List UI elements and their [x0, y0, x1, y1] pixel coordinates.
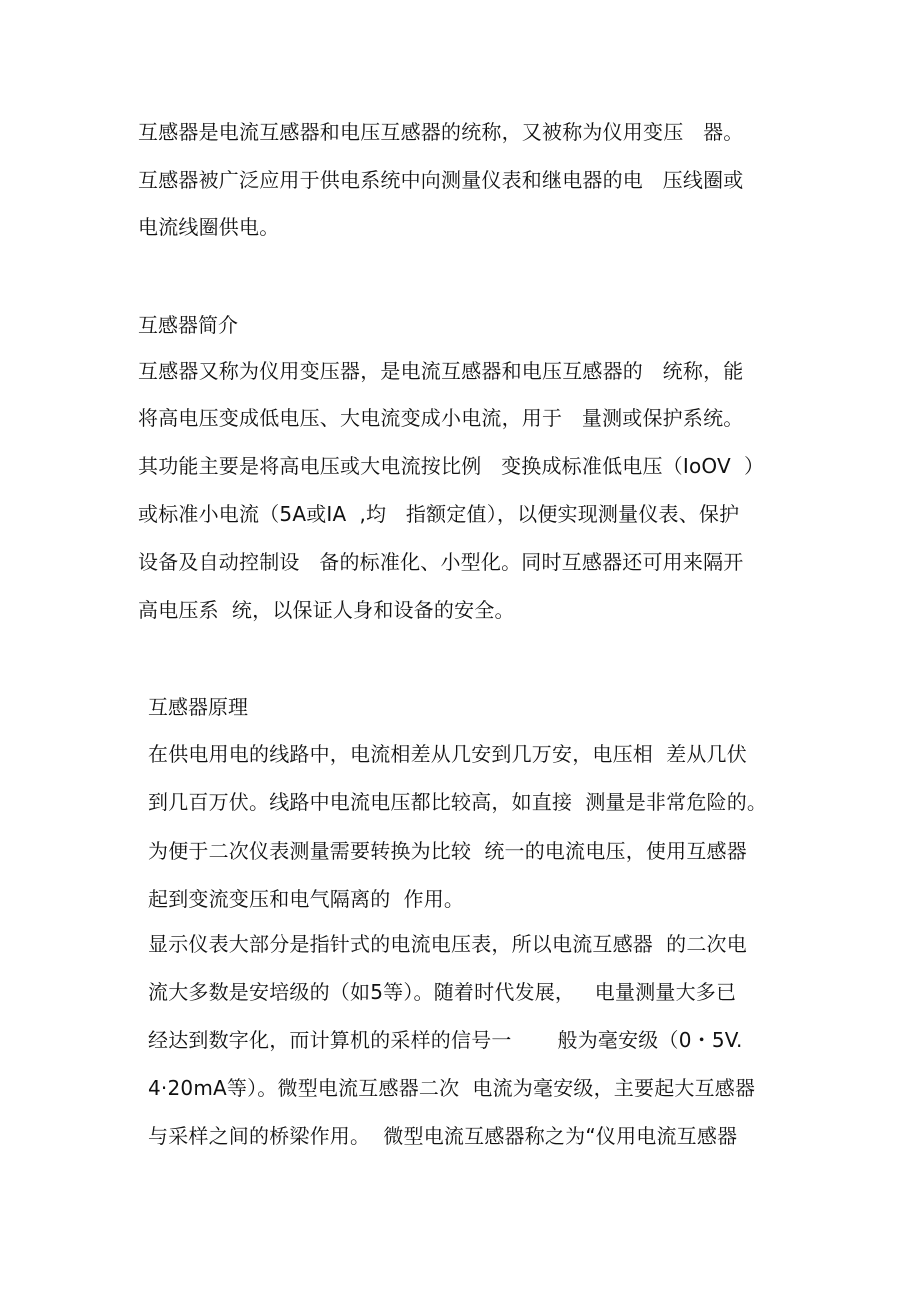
section1-line-2: 将高电压变成低电压、大电流变成小电流，用于 量测或保护系统。	[138, 406, 744, 430]
section1-line-4: 或标准小电流（5A或IA ,均 指额定值），以便实现测量仪表、保护	[138, 502, 740, 526]
section-title-intro: 互感器简介	[138, 313, 238, 337]
section2-line-3: 为便于二次仪表测量需要转换为比较 统一的电流电压，使用互感器	[148, 839, 747, 863]
intro-line-1: 互感器是电流互感器和电压互感器的统称，又被称为仪用变压 器。	[138, 120, 744, 144]
intro-line-2: 互感器被广泛应用于供电系统中向测量仪表和继电器的电 压线圈或	[138, 168, 744, 192]
section1-line-3: 其功能主要是将高电压或大电流按比例 变换成标准低电压（IoOV ）	[138, 454, 765, 478]
section2-line-2: 到几百万伏。线路中电流电压都比较高，如直接 测量是非常危险的。	[148, 790, 768, 814]
section2-line-1: 在供电用电的线路中，电流相差从几安到几万安，电压相 差从几伏	[148, 742, 747, 766]
section1-line-6: 高电压系 统，以保证人身和设备的安全。	[138, 598, 515, 622]
section2-line-8: 4·20mA等）。微型电流互感器二次 电流为毫安级，主要起大互感器	[148, 1076, 756, 1100]
section-title-principle: 互感器原理	[148, 695, 248, 719]
section1-line-1: 互感器又称为仪用变压器，是电流互感器和电压互感器的 统称，能	[138, 359, 744, 383]
intro-line-3: 电流线圈供电。	[138, 215, 280, 239]
section2-line-9: 与采样之间的桥梁作用。 微型电流互感器称之为“仪用电流互感器	[148, 1124, 738, 1148]
section1-line-5: 设备及自动控制设 备的标准化、小型化。同时互感器还可用来隔开	[138, 550, 744, 574]
section2-line-5: 显示仪表大部分是指针式的电流电压表，所以电流互感器 的二次电	[148, 932, 747, 956]
section2-line-6: 流大多数是安培级的（如5等）。随着时代发展， 电量测量大多已	[148, 980, 737, 1004]
section2-line-7: 经达到数字化，而计算机的采样的信号一 般为毫安级（0・5V.	[148, 1028, 743, 1052]
section2-line-4: 起到变流变压和电气隔离的 作用。	[148, 887, 465, 911]
